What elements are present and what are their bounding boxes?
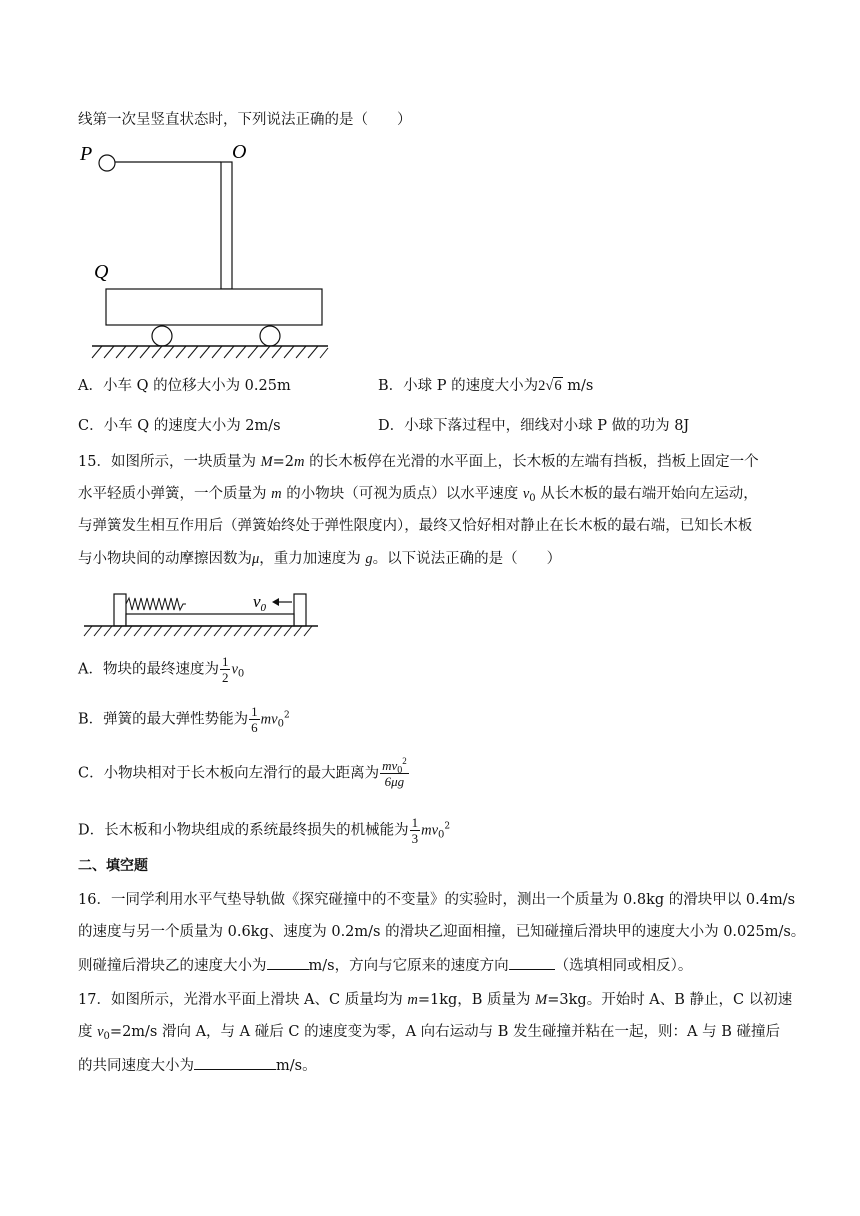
q16-line-2: 的速度与另一个质量为 0.6kg、速度为 0.2m/s 的滑块乙迎面相撞，已知碰撞后滑块甲的速度大小为 0.025m/s。 <box>78 924 806 940</box>
answer-blank[interactable] <box>509 955 555 970</box>
q15-line-4: 与小物块间的动摩擦因数为μ，重力加速度为 g。以下说法正确的是（ ） <box>78 551 562 567</box>
q15-option-c: C．小物块相对于长木板向左滑行的最大距离为 $\frac{mv_0^2}{6\mu g}$ <box>78 756 407 789</box>
q17-line-2: 度 $v_0=2m/s$ 滑向 A，与 A 碰后 C 的速度变为零，A 向右运动与 B 发生碰撞并粘在一起，则：A 与 B 碰撞后 <box>78 1024 780 1042</box>
ball-P <box>99 155 115 171</box>
fraction: $\frac{1}{2}$ <box>221 654 229 685</box>
fraction: $\frac{1}{3}$ <box>411 815 419 846</box>
q15-option-a: A．物块的最终速度为 $\frac{1}{2}$ $v_0$ <box>78 654 245 685</box>
cart-Q-body <box>106 289 322 325</box>
sqrt-expression: 2√6 <box>538 378 562 394</box>
label-P: P <box>80 143 93 165</box>
q14-option-a: A．小车 Q 的位移大小为 0.25m <box>78 378 291 394</box>
q14-option-c: C．小车 Q 的速度大小为 2m/s <box>78 418 281 434</box>
left-baffle <box>114 594 126 626</box>
label-Q: Q <box>94 261 109 283</box>
q16-line-1: 16．一同学利用水平气垫导轨做《探究碰撞中的不变量》的实验时，测出一个质量为 0.8kg 的滑块甲以 0.4m/s <box>78 892 796 908</box>
q14-cart-figure <box>78 138 338 366</box>
spring <box>126 598 186 610</box>
q14-stem-tail: 线第一次呈竖直状态时，下列说法正确的是（ ） <box>78 112 412 128</box>
wheel-right <box>260 326 280 346</box>
q15-line-1: 15．如图所示，一块质量为 M=2m 的长木板停在光滑的水平面上，长木板的左端有挡板，挡板上固定一个 <box>78 454 759 470</box>
q14-option-d: D．小球下落过程中，细线对小球 P 做的功为 8J <box>378 418 690 434</box>
velocity-label: $v_0$ <box>253 592 267 614</box>
section-title: 二、填空题 <box>78 858 148 874</box>
vertical-pole <box>221 162 232 289</box>
q17-line-1: 17．如图所示，光滑水平面上滑块 A、C 质量均为 m=1kg，B 质量为 M=3kg。开始时 A、B 静止，C 以初速 <box>78 992 793 1008</box>
ground-hatch <box>84 626 312 636</box>
q15-board-figure <box>82 588 322 638</box>
fraction: $\frac{1}{6}$ <box>251 704 258 735</box>
wheel-left <box>152 326 172 346</box>
q17-line-3: 的共同速度大小为 m/s。 <box>78 1055 317 1076</box>
fraction: $\frac{mv_0^2}{6\mu g}$ <box>382 756 407 789</box>
long-board <box>126 614 294 626</box>
q15-line-2: 水平轻质小弹簧，一个质量为 m 的小物块（可视为质点）以水平速度 $v_0$ 从长木板的最右端开始向左运动， <box>78 486 758 504</box>
answer-blank[interactable] <box>267 955 309 970</box>
answer-blank[interactable] <box>194 1055 276 1070</box>
q15-option-d: D．长木板和小物块组成的系统最终损失的机械能为 $\frac{1}{3}$ $mv_0^2$ <box>78 815 451 846</box>
q14-option-b: B．小球 P 的速度大小为2√6 m/s <box>378 378 594 394</box>
q15-line-3: 与弹簧发生相互作用后（弹簧始终处于弹性限度内），最终又恰好相对静止在长木板的最右端，已知长木板 <box>78 518 753 534</box>
q16-line-3: 则碰撞后滑块乙的速度大小为 m/s，方向与它原来的速度方向 （选填相同或相反）。 <box>78 955 692 976</box>
label-O: O <box>232 141 247 163</box>
arrow-head <box>272 598 279 606</box>
right-baffle <box>294 594 306 626</box>
ground-hatch <box>92 346 328 358</box>
q15-option-b: B．弹簧的最大弹性势能为 $\frac{1}{6}$ $mv_0^2$ <box>78 704 290 735</box>
